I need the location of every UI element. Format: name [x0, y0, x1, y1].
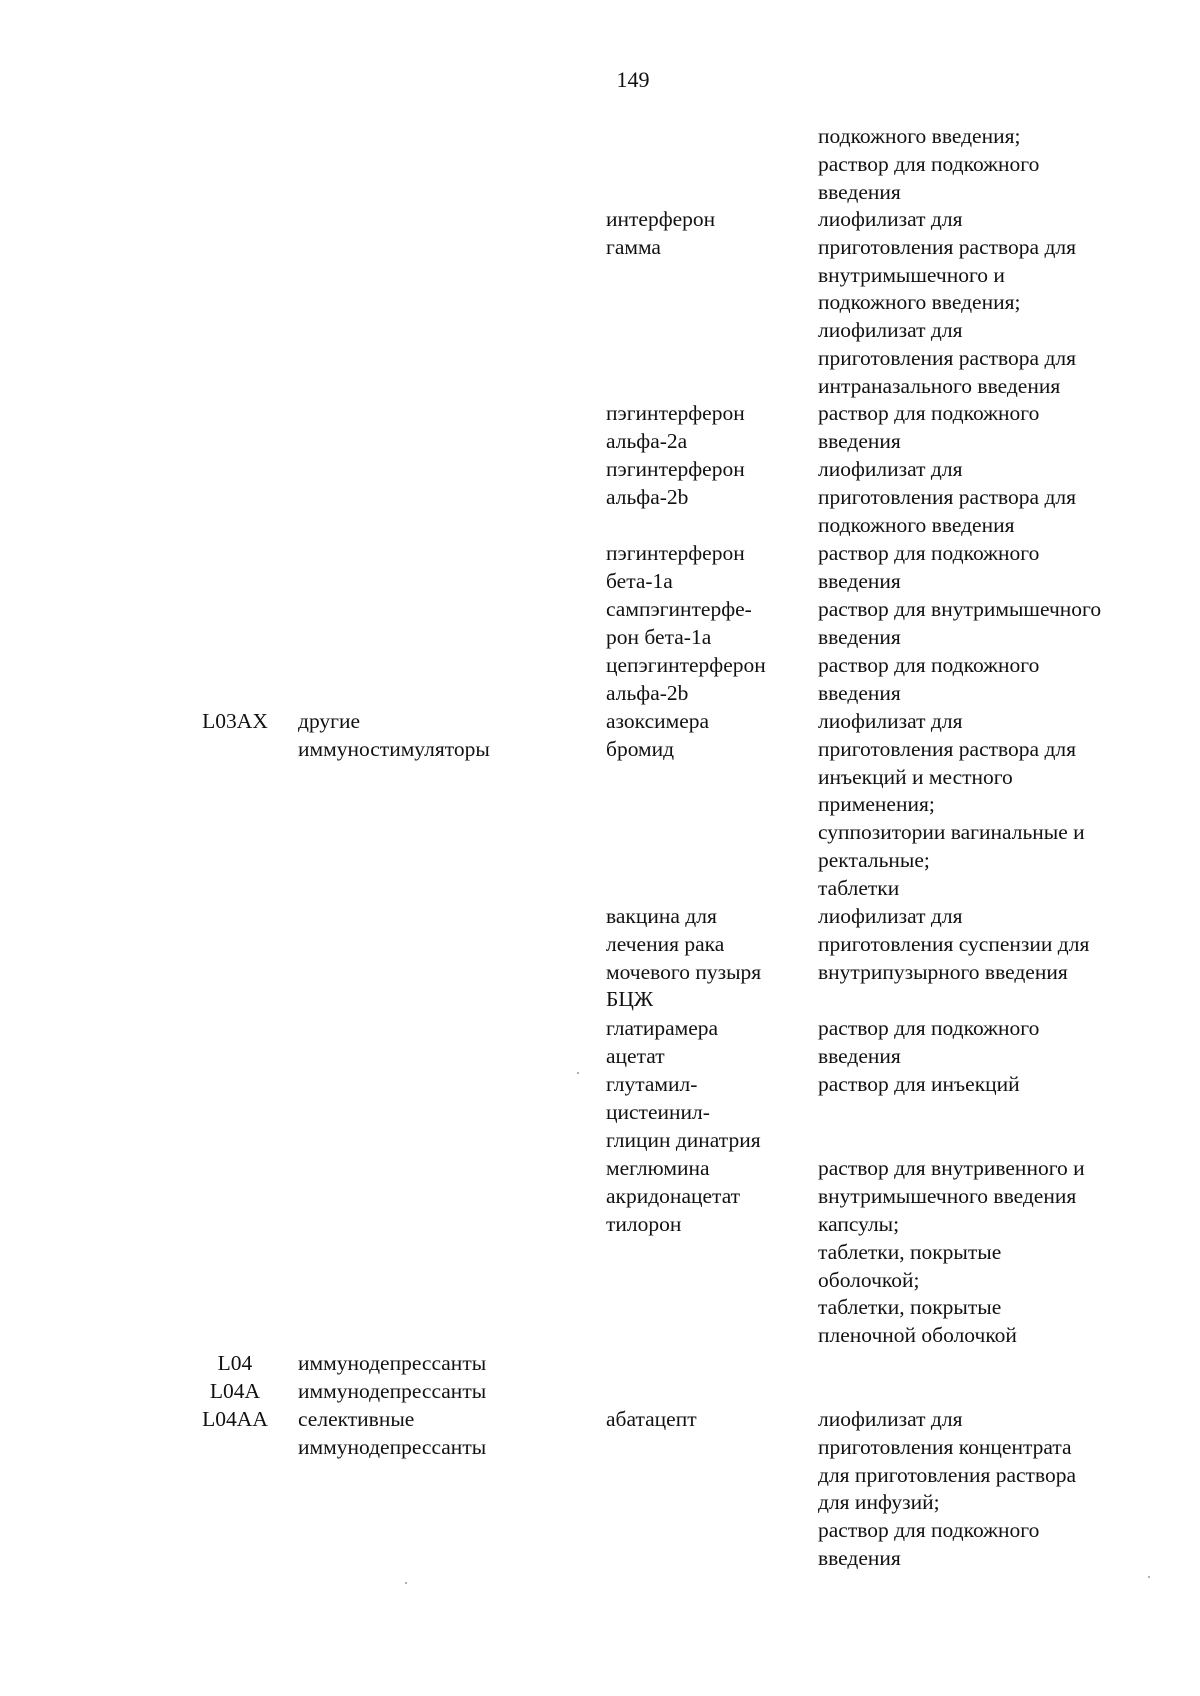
dosage-form: раствор для подкожного введения	[818, 401, 1040, 453]
table-row	[0, 1155, 1200, 1211]
drug-name: тилорон	[606, 1212, 682, 1236]
dosage-form: лиофилизат для приготовления раствора для инъекций и местного применения; суппозитории вагинальные и ректальные; таблетки	[818, 709, 1085, 900]
dosage-form: лиофилизат для приготовления концентрата для приготовления раствора для инфузий; раствор для подкожного введения	[818, 1407, 1076, 1570]
dosage-form: раствор для подкожного введения	[818, 1016, 1040, 1068]
table-row	[0, 456, 1200, 540]
scan-speck	[405, 1582, 407, 1584]
page-number: 149	[616, 67, 650, 92]
atc-code: L03AX	[202, 709, 268, 733]
table-row	[0, 1378, 1200, 1406]
dosage-form: лиофилизат для приготовления суспензии для внутрипузырного введения	[818, 904, 1090, 984]
table-row	[0, 206, 1200, 400]
table-row	[0, 123, 1200, 206]
dosage-form: раствор для внутримышечного введения	[818, 597, 1102, 649]
dosage-form: раствор для подкожного введения	[818, 653, 1040, 705]
dosage-form: подкожного введения; раствор для подкожного введения	[818, 124, 1040, 204]
drug-name: глутамил- цистеинил- глицин динатрия	[606, 1072, 761, 1152]
scan-speck	[1148, 1576, 1150, 1578]
drug-name: цепэгинтерферон альфа-2b	[606, 653, 766, 705]
drug-name: пэгинтерферон альфа-2а	[606, 401, 745, 453]
dosage-form: капсулы; таблетки, покрытые оболочкой; таблетки, покрытые пленочной оболочкой	[818, 1212, 1017, 1348]
drug-name: пэгинтерферон альфа-2b	[606, 457, 745, 509]
atc-code: L04	[217, 1351, 253, 1375]
drug-name: азоксимера бромид	[606, 709, 710, 761]
drug-name: сампэгинтерфе- рон бета-1а	[606, 597, 752, 649]
group-name: иммунодепрессанты	[298, 1379, 487, 1403]
drug-name: меглюмина акридонацетат	[606, 1156, 741, 1208]
table-row	[0, 903, 1200, 1015]
atc-code: L04AA	[202, 1407, 268, 1431]
atc-code: L04A	[209, 1379, 261, 1403]
drug-name: абатацепт	[606, 1407, 697, 1431]
drug-name: интерферон гамма	[606, 207, 716, 259]
drug-name: вакцина для лечения рака мочевого пузыря БЦЖ	[606, 904, 762, 1012]
group-name: иммунодепрессанты	[298, 1351, 487, 1375]
table-row	[0, 596, 1200, 652]
table-row	[0, 1015, 1200, 1071]
group-name: селективные иммунодепрессанты	[298, 1407, 487, 1459]
drug-table	[0, 123, 1200, 1576]
group-name: другие иммуностимуляторы	[298, 709, 490, 761]
scan-speck	[577, 1072, 579, 1074]
table-row	[0, 1350, 1200, 1378]
drug-name: глатирамера ацетат	[606, 1016, 719, 1068]
table-row	[0, 708, 1200, 903]
drug-name: пэгинтерферон бета-1а	[606, 541, 745, 593]
table-row	[0, 400, 1200, 456]
dosage-form: лиофилизат для приготовления раствора для внутримышечного и подкожного введения; лиофилизат для приготовления раствора для интраназального введения	[818, 207, 1076, 398]
dosage-form: раствор для инъекций	[818, 1072, 1020, 1096]
dosage-form: лиофилизат для приготовления раствора для подкожного введения	[818, 457, 1076, 537]
dosage-form: раствор для внутривенного и внутримышечного введения	[818, 1156, 1085, 1208]
table-row	[0, 1071, 1200, 1155]
table-row	[0, 540, 1200, 596]
table-row	[0, 1211, 1200, 1350]
dosage-form: раствор для подкожного введения	[818, 541, 1040, 593]
table-row	[0, 652, 1200, 708]
table-row	[0, 1406, 1200, 1576]
